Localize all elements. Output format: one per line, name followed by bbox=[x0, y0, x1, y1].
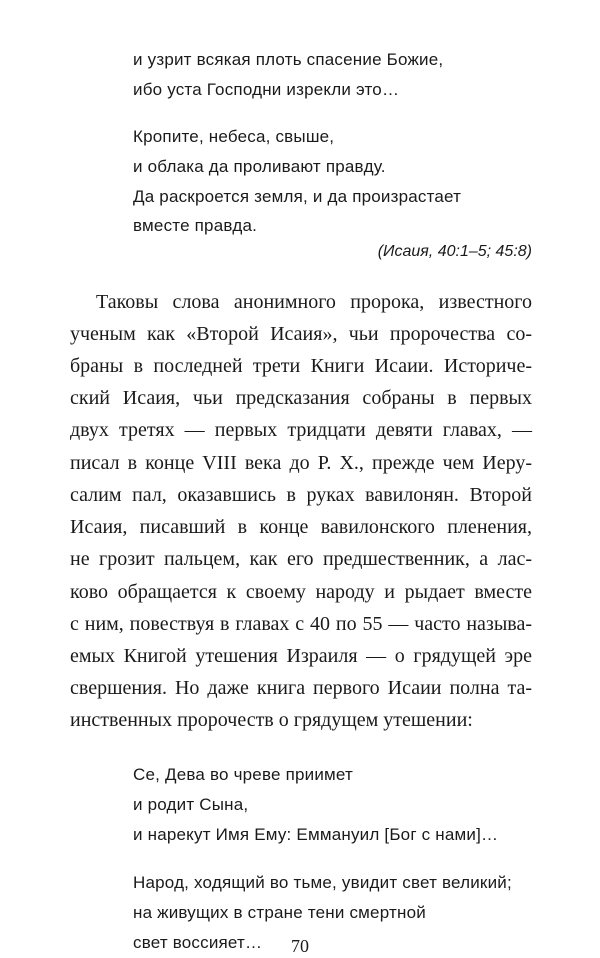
body-line: ученым как «Второй Исаия», чьи пророчества со- bbox=[70, 323, 532, 345]
body-line: Исаия, писавший в конце вавилонского пленения, bbox=[70, 516, 532, 538]
body-line: с ним, повествуя в главах с 40 по 55 — часто называ- bbox=[70, 613, 532, 635]
body-line: браны в последней трети Книги Исаии. Историче- bbox=[70, 355, 532, 377]
body-line: ково обращается к своему народу и рыдает вместе bbox=[70, 581, 532, 603]
verse-line: Се, Дева во чреве приимет bbox=[133, 765, 353, 784]
body-line: не грозит пальцем, как его предшественник, а лас- bbox=[70, 548, 532, 570]
verse-line: и облака да проливают правду. bbox=[133, 157, 386, 176]
verse-line: свет воссияет… bbox=[133, 933, 263, 952]
citation: (Исаия, 40:1–5; 45:8) bbox=[377, 243, 532, 260]
body-line: двух третях — первых тридцати девяти главах, — bbox=[70, 419, 532, 441]
verse-line: вместе правда. bbox=[133, 216, 258, 235]
verse-line: Кропите, небеса, свыше, bbox=[133, 127, 335, 146]
verse-line: Народ, ходящий во тьме, увидит свет великий; bbox=[133, 873, 512, 892]
verse-line: на живущих в стране тени смертной bbox=[133, 903, 426, 922]
body-line: ский Исаия, чьи предсказания собраны в первых bbox=[70, 387, 532, 409]
body-line: Таковы слова анонимного пророка, известного bbox=[96, 291, 532, 313]
verse-line: ибо уста Господни изрекли это… bbox=[133, 80, 400, 99]
body-line: емых Книгой утешения Израиля — о грядущей эре bbox=[70, 645, 532, 667]
body-line: инственных пророчеств о грядущем утешении: bbox=[70, 709, 473, 731]
body-line: салим пал, оказавшись в руках вавилонян. Второй bbox=[70, 484, 532, 506]
body-line: писал в конце VIII века до Р. Х., прежде чем Иеру- bbox=[70, 452, 532, 474]
body-line: свершения. Но даже книга первого Исаии полна та- bbox=[70, 677, 532, 699]
verse-line: и родит Сына, bbox=[133, 795, 249, 814]
page-number: 70 bbox=[291, 936, 309, 956]
verse-line: и узрит всякая плоть спасение Божие, bbox=[133, 50, 444, 69]
verse-line: Да раскроется земля, и да произрастает bbox=[133, 187, 462, 206]
verse-line: и нарекут Имя Ему: Еммануил [Бог с нами]… bbox=[133, 825, 499, 844]
